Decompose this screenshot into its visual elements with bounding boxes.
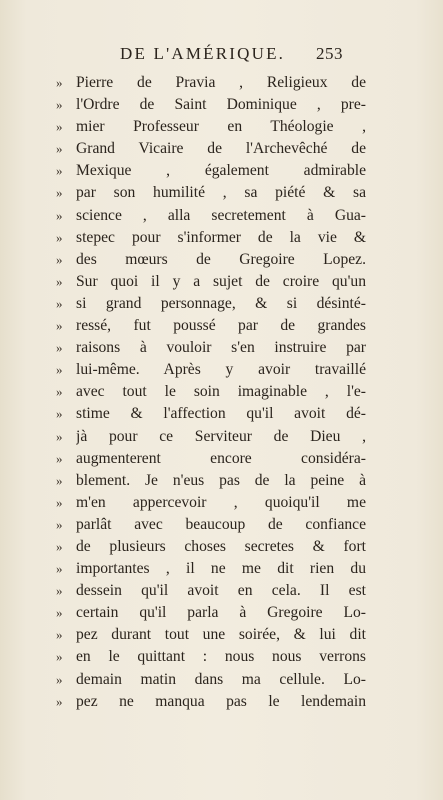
line-text: dessein qu'il avoit en cela. Il est <box>76 582 366 600</box>
page-header <box>0 44 443 68</box>
line-text: mier Professeur en Théologie , <box>76 118 366 136</box>
text-line <box>56 536 366 558</box>
text-line <box>56 691 366 713</box>
line-text: raisons à vouloir s'en instruire par <box>76 339 366 357</box>
line-text: jà pour ce Serviteur de Dieu , <box>76 427 366 445</box>
running-head: DE L'AMÉRIQUE. <box>120 44 286 63</box>
text-line <box>56 138 366 160</box>
body-text <box>56 72 366 713</box>
text-line <box>56 624 366 646</box>
quote-mark: » <box>56 119 63 135</box>
quote-mark: » <box>56 627 63 643</box>
line-text: avec tout le soin imaginable , l'e- <box>76 383 366 401</box>
text-line <box>56 514 366 536</box>
text-line <box>56 315 366 337</box>
text-line <box>56 558 366 580</box>
text-line <box>56 160 366 182</box>
line-text: pez ne manqua pas le lendemain <box>76 692 366 710</box>
quote-mark: » <box>56 605 63 621</box>
line-text: pez durant tout une soirée, & lui dit <box>76 626 366 644</box>
quote-mark: » <box>56 185 63 201</box>
quote-mark: » <box>56 295 63 311</box>
line-text: augmenterent encore considéra- <box>76 449 366 467</box>
line-text: Grand Vicaire de l'Archevêché de <box>76 140 366 158</box>
line-text: parlât avec beaucoup de confiance <box>76 515 366 533</box>
quote-mark: » <box>56 472 63 488</box>
line-text: de plusieurs choses secretes & fort <box>76 537 366 555</box>
quote-mark: » <box>56 229 63 245</box>
quote-mark: » <box>56 649 63 665</box>
quote-mark: » <box>56 671 63 687</box>
quote-mark: » <box>56 97 63 113</box>
text-line <box>56 271 366 293</box>
text-line <box>56 470 366 492</box>
quote-mark: » <box>56 450 63 466</box>
text-line <box>56 403 366 425</box>
text-line <box>56 448 366 470</box>
quote-mark: » <box>56 340 63 356</box>
line-text: par son humilité , sa piété & sa <box>76 184 366 202</box>
quote-mark: » <box>56 693 63 709</box>
quote-mark: » <box>56 428 63 444</box>
quote-mark: » <box>56 251 63 267</box>
text-line <box>56 646 366 668</box>
line-text: certain qu'il parla à Gregoire Lo- <box>76 604 366 622</box>
quote-mark: » <box>56 75 63 90</box>
text-line <box>56 116 366 138</box>
quote-mark: » <box>56 583 63 599</box>
text-line <box>56 580 366 602</box>
text-line <box>56 669 366 691</box>
line-text: stepec pour s'informer de la vie & <box>76 228 366 246</box>
line-text: importantes , il ne me dit rien du <box>76 560 366 578</box>
text-line <box>56 602 366 624</box>
line-text: Mexique , également admirable <box>76 162 366 180</box>
quote-mark: » <box>56 538 63 554</box>
text-line <box>56 205 366 227</box>
quote-mark: » <box>56 362 63 378</box>
text-line <box>56 94 366 116</box>
quote-mark: » <box>56 141 63 157</box>
quote-mark: » <box>56 163 63 179</box>
text-line <box>56 182 366 204</box>
quote-mark: » <box>56 273 63 289</box>
text-line <box>56 72 366 94</box>
line-text: science , alla secretement à Gua- <box>76 206 366 224</box>
quote-mark: » <box>56 406 63 422</box>
text-line <box>56 293 366 315</box>
line-text: stime & l'affection qu'il avoit dé- <box>76 405 366 423</box>
text-line <box>56 426 366 448</box>
quote-mark: » <box>56 561 63 577</box>
text-line <box>56 249 366 271</box>
quote-mark: » <box>56 318 63 334</box>
text-line <box>56 492 366 514</box>
line-text: des mœurs de Gregoire Lopez. <box>76 250 366 268</box>
line-text: si grand personnage, & si désinté- <box>76 294 366 312</box>
text-line <box>56 337 366 359</box>
quote-mark: » <box>56 494 63 510</box>
text-line <box>56 359 366 381</box>
page-number: 253 <box>316 44 343 63</box>
quote-mark: » <box>56 207 63 223</box>
line-text: Sur quoi il y a sujet de croire qu'un <box>76 272 366 290</box>
line-text: blement. Je n'eus pas de la peine à <box>76 471 366 489</box>
text-line <box>56 227 366 249</box>
line-text: ressé, fut poussé par de grandes <box>76 317 366 335</box>
line-text: Pierre de Pravia , Religieux de <box>76 74 366 91</box>
line-text: m'en appercevoir , quoiqu'il me <box>76 493 366 511</box>
quote-mark: » <box>56 516 63 532</box>
quote-mark: » <box>56 384 63 400</box>
line-text: lui-même. Après y avoir travaillé <box>76 361 366 379</box>
line-text: l'Ordre de Saint Dominique , pre- <box>76 96 366 114</box>
line-text: en le quittant : nous nous verrons <box>76 648 366 666</box>
text-line <box>56 381 366 403</box>
line-text: demain matin dans ma cellule. Lo- <box>76 670 366 688</box>
